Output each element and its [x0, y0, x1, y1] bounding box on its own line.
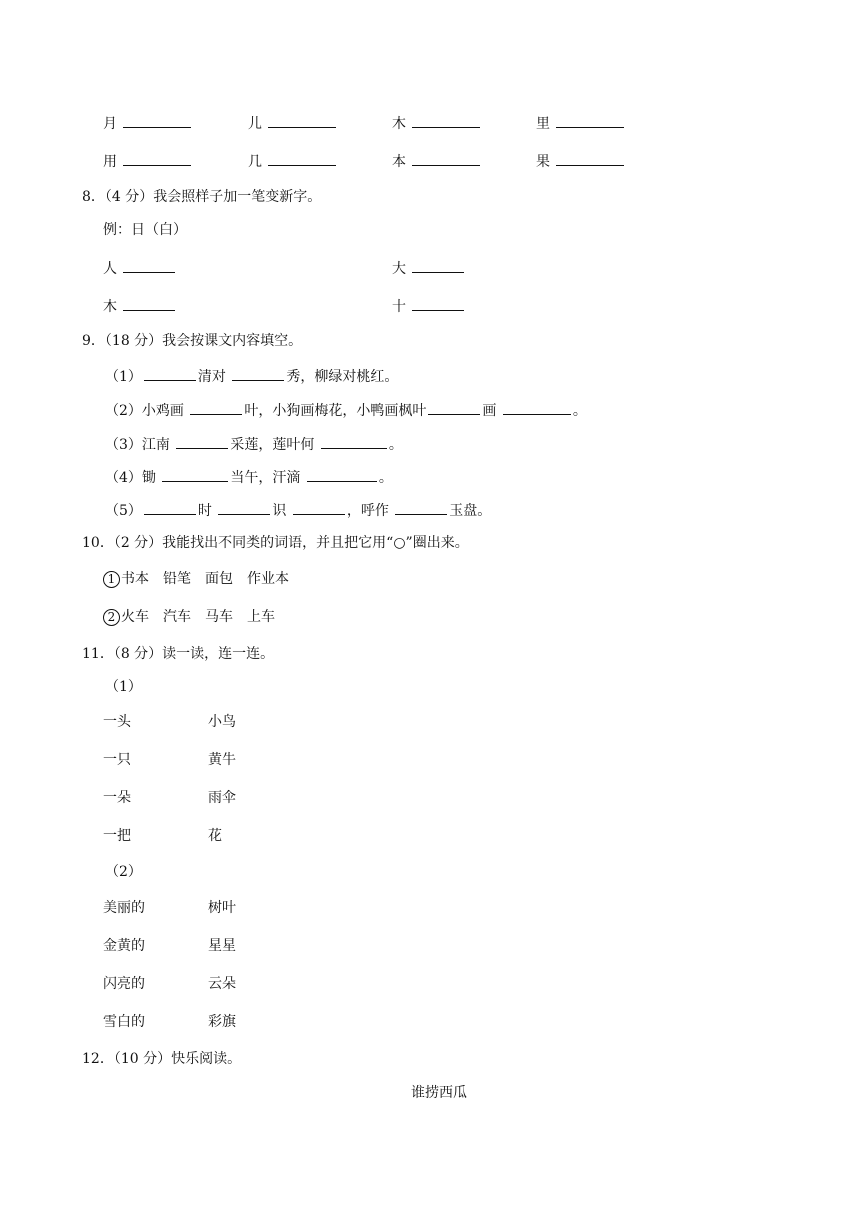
answer-blank[interactable] [428, 400, 480, 415]
circled-number-icon: 2 [103, 609, 120, 626]
q7-item: 用 [103, 151, 193, 171]
q7-item: 里 [536, 113, 626, 133]
match-right-item[interactable]: 雨伞 [208, 790, 236, 806]
q7-item: 木 [392, 113, 482, 133]
match-right-item[interactable]: 云朵 [208, 976, 236, 992]
q8-item: 十 [392, 296, 466, 316]
answer-blank[interactable] [293, 500, 345, 515]
answer-blank[interactable] [503, 400, 571, 415]
q11-title: 11．（8 分）读一读，连一连。 [82, 646, 275, 662]
answer-blank[interactable] [123, 296, 175, 311]
q8-title: 8．（4 分）我会照样子加一笔变新字。 [82, 189, 322, 205]
q7-item: 果 [536, 151, 626, 171]
q10-line-2: 2 火车 汽车 马车 上车 [103, 608, 275, 626]
q9-line-2: （2）小鸡画 叶，小狗画梅花，小鸭画枫叶 画 。 [105, 400, 587, 420]
q10-title: 10．（2 分）我能找出不同类的词语，并且把它用“○”圈出来。 [82, 535, 469, 551]
q11-part-2: （2） [105, 864, 142, 880]
match-right-item[interactable]: 星星 [208, 938, 236, 954]
q9-line-5: （5） 时 识 ，呼作 玉盘。 [105, 500, 491, 520]
answer-blank[interactable] [412, 113, 480, 128]
q8-item: 木 [103, 296, 177, 316]
answer-blank[interactable] [123, 258, 175, 273]
match-left-item[interactable]: 一把 [103, 828, 131, 844]
answer-blank[interactable] [144, 366, 196, 381]
match-right-item[interactable]: 彩旗 [208, 1014, 236, 1030]
q7-item: 本 [392, 151, 482, 171]
answer-blank[interactable] [123, 151, 191, 166]
answer-blank[interactable] [268, 113, 336, 128]
match-left-item[interactable]: 金黄的 [103, 938, 145, 954]
answer-blank[interactable] [268, 151, 336, 166]
q9-line-1: （1） 清对 秀，柳绿对桃红。 [105, 366, 398, 386]
answer-blank[interactable] [162, 467, 228, 482]
q8-example: 例：日（白） [103, 222, 187, 238]
q10-line-1: 1 书本 铅笔 面包 作业本 [103, 570, 289, 588]
q9-line-3: （3）江南 采莲，莲叶何 。 [105, 434, 403, 454]
answer-blank[interactable] [190, 400, 242, 415]
circled-number-icon: 1 [103, 571, 120, 588]
match-left-item[interactable]: 闪亮的 [103, 976, 145, 992]
answer-blank[interactable] [232, 366, 284, 381]
answer-blank[interactable] [556, 151, 624, 166]
answer-blank[interactable] [321, 434, 387, 449]
answer-blank[interactable] [123, 113, 191, 128]
match-right-item[interactable]: 小鸟 [208, 714, 236, 730]
match-left-item[interactable]: 一朵 [103, 790, 131, 806]
answer-blank[interactable] [218, 500, 270, 515]
match-left-item[interactable]: 一头 [103, 714, 131, 730]
match-right-item[interactable]: 树叶 [208, 900, 236, 916]
match-left-item[interactable]: 美丽的 [103, 900, 145, 916]
match-left-item[interactable]: 一只 [103, 752, 131, 768]
answer-blank[interactable] [395, 500, 447, 515]
answer-blank[interactable] [556, 113, 624, 128]
answer-blank[interactable] [412, 296, 464, 311]
match-right-item[interactable]: 花 [208, 828, 222, 844]
answer-blank[interactable] [307, 467, 377, 482]
q8-item: 大 [392, 258, 466, 278]
answer-blank[interactable] [144, 500, 196, 515]
answer-blank[interactable] [412, 258, 464, 273]
match-right-item[interactable]: 黄牛 [208, 752, 236, 768]
answer-blank[interactable] [176, 434, 228, 449]
match-left-item[interactable]: 雪白的 [103, 1014, 145, 1030]
story-title: 谁捞西瓜 [411, 1085, 467, 1101]
q9-title: 9．（18 分）我会按课文内容填空。 [82, 333, 303, 349]
q12-title: 12．（10 分）快乐阅读。 [82, 1051, 242, 1067]
q7-item: 几 [248, 151, 338, 171]
q9-line-4: （4）锄 当午，汗滴 。 [105, 467, 393, 487]
q7-item: 儿 [248, 113, 338, 133]
q8-item: 人 [103, 258, 177, 278]
answer-blank[interactable] [412, 151, 480, 166]
q11-part-1: （1） [105, 679, 142, 695]
q7-item: 月 [103, 113, 193, 133]
